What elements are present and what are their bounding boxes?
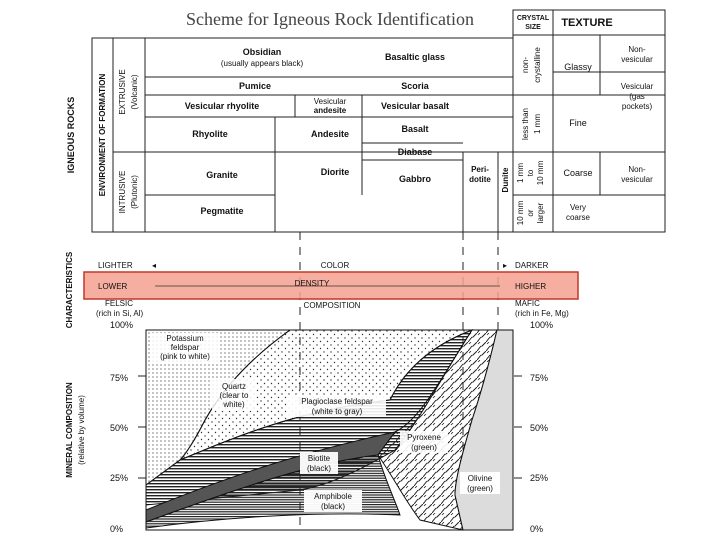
basalt: Basalt	[401, 124, 429, 134]
texture-vesicular-2: (gas	[629, 92, 645, 101]
composition-label: COMPOSITION	[303, 301, 361, 310]
igneous-rocks-label: IGNEOUS ROCKS	[66, 96, 76, 174]
crystal-size-header-1: CRYSTAL	[516, 15, 550, 22]
plagioclase-label-1: Plagioclase feldspar	[301, 397, 373, 406]
olivine-label-1: Olivine	[467, 474, 493, 483]
ten-or-larger-3: larger	[536, 202, 545, 224]
rhyolite: Rhyolite	[192, 129, 228, 139]
texture-nonvesicular-1a: Non-	[628, 45, 646, 54]
pct-right-75: 75%	[530, 373, 549, 383]
relative-volume-label: (relative by volume)	[77, 395, 86, 465]
one-to-ten-2: to	[526, 169, 535, 177]
texture-fine: Fine	[569, 118, 587, 128]
pumice: Pumice	[238, 81, 272, 91]
pct-right-50: 50%	[530, 423, 549, 433]
density-label: DENSITY	[294, 279, 330, 288]
crystal-size-header-2: SIZE	[525, 24, 541, 31]
extrusive-label: EXTRUSIVE	[118, 69, 127, 115]
pct-left-25: 25%	[110, 473, 129, 483]
texture-nonvesicular-2b: vesicular	[621, 175, 653, 184]
percent-axis-left	[110, 320, 133, 534]
lower-label: LOWER	[98, 282, 128, 291]
texture-nonvesicular-2a: Non-	[628, 165, 646, 174]
basaltic-glass: Basaltic glass	[384, 52, 446, 62]
potassium-label-2: feldspar	[170, 343, 200, 352]
lighter-label: LIGHTER	[98, 261, 133, 270]
lighter-arrow: ◂	[152, 261, 157, 270]
texture-vesicular-3: pockets)	[621, 102, 653, 111]
less-than-1mm-1: less than	[521, 107, 530, 141]
pct-right-100: 100%	[530, 320, 554, 330]
pct-left-100: 100%	[110, 320, 134, 330]
andesite: Andesite	[310, 129, 350, 139]
texture-glassy: Glassy	[564, 62, 592, 72]
potassium-label-3: (pink to white)	[160, 352, 210, 361]
texture-vesicular-1: Vesicular	[620, 82, 654, 91]
vesicular-andesite-2: andesite	[313, 106, 347, 115]
density-highlight	[84, 272, 578, 299]
peridotite-2: dotite	[469, 175, 491, 184]
biotite-label-1: Biotite	[307, 454, 331, 463]
darker-arrow: ▸	[503, 261, 508, 270]
pct-left-75: 75%	[110, 373, 129, 383]
vesicular-basalt: Vesicular basalt	[380, 101, 450, 111]
mafic-label: MAFIC	[515, 299, 540, 308]
pyroxene-label-1: Pyroxene	[407, 433, 441, 442]
percent-axis-right	[530, 320, 553, 534]
vesicular-andesite-1: Vesicular	[313, 97, 347, 106]
one-to-ten-1: 1 mm	[516, 163, 525, 183]
felsic-label: FELSIC	[105, 299, 134, 308]
obsidian: Obsidian	[242, 47, 282, 57]
plagioclase-label-2: (white to gray)	[311, 407, 363, 416]
page-title: Scheme for Igneous Rock Identification	[186, 9, 474, 29]
texture-very-coarse-2: coarse	[565, 213, 591, 222]
noncrystalline-2: crystalline	[533, 47, 542, 83]
texture-header: TEXTURE	[561, 17, 613, 29]
pct-right-25: 25%	[530, 473, 549, 483]
pyroxene-label-2: (green)	[411, 443, 437, 452]
felsic-note: (rich in Si, Al)	[96, 309, 144, 318]
gabbro: Gabbro	[398, 174, 432, 184]
texture-nonvesicular-1b: vesicular	[621, 55, 653, 64]
scoria: Scoria	[401, 81, 429, 91]
amphibole-label-2: (black)	[320, 502, 346, 511]
environment-label: ENVIRONMENT OF FORMATION	[98, 73, 107, 197]
ten-or-larger-1: 10 mm	[516, 200, 525, 226]
color-label: COLOR	[320, 261, 350, 270]
characteristics-label: CHARACTERISTICS	[65, 251, 74, 329]
amphibole-label-1: Amphibole	[314, 492, 352, 501]
quartz-label-3: white)	[223, 400, 245, 409]
biotite-label-2: (black)	[306, 464, 332, 473]
potassium-label-1: Potassium	[166, 334, 204, 343]
vesicular-rhyolite: Vesicular rhyolite	[184, 101, 260, 111]
pegmatite: Pegmatite	[200, 206, 244, 216]
diabase: Diabase	[397, 147, 433, 157]
diorite: Diorite	[320, 167, 350, 177]
intrusive-label: INTRUSIVE	[118, 170, 127, 214]
pct-left-50: 50%	[110, 423, 129, 433]
mafic-note: (rich in Fe, Mg)	[515, 309, 569, 318]
olivine-label-2: (green)	[467, 484, 493, 493]
dunite: Dunite	[501, 167, 510, 193]
volcanic-label: (Volcanic)	[130, 74, 139, 110]
peridotite-1: Peri-	[471, 165, 489, 174]
noncrystalline-1: non-	[521, 56, 530, 74]
texture-coarse: Coarse	[563, 168, 593, 178]
quartz-label-2: (clear to	[219, 391, 249, 400]
mineral-composition-label: MINERAL COMPOSITION	[65, 382, 74, 478]
higher-label: HIGHER	[515, 282, 547, 291]
pct-left-0: 0%	[110, 524, 124, 534]
ten-or-larger-2: or	[526, 209, 535, 217]
pct-right-0: 0%	[530, 524, 544, 534]
less-than-1mm-2: 1 mm	[533, 114, 542, 134]
one-to-ten-3: 10 mm	[536, 160, 545, 186]
texture-very-coarse-1: Very	[569, 203, 587, 212]
obsidian-note: (usually appears black)	[220, 59, 304, 68]
granite: Granite	[206, 170, 238, 180]
plutonic-label: (Plutonic)	[130, 175, 139, 209]
darker-label: DARKER	[515, 261, 549, 270]
quartz-label-1: Quartz	[221, 382, 247, 391]
